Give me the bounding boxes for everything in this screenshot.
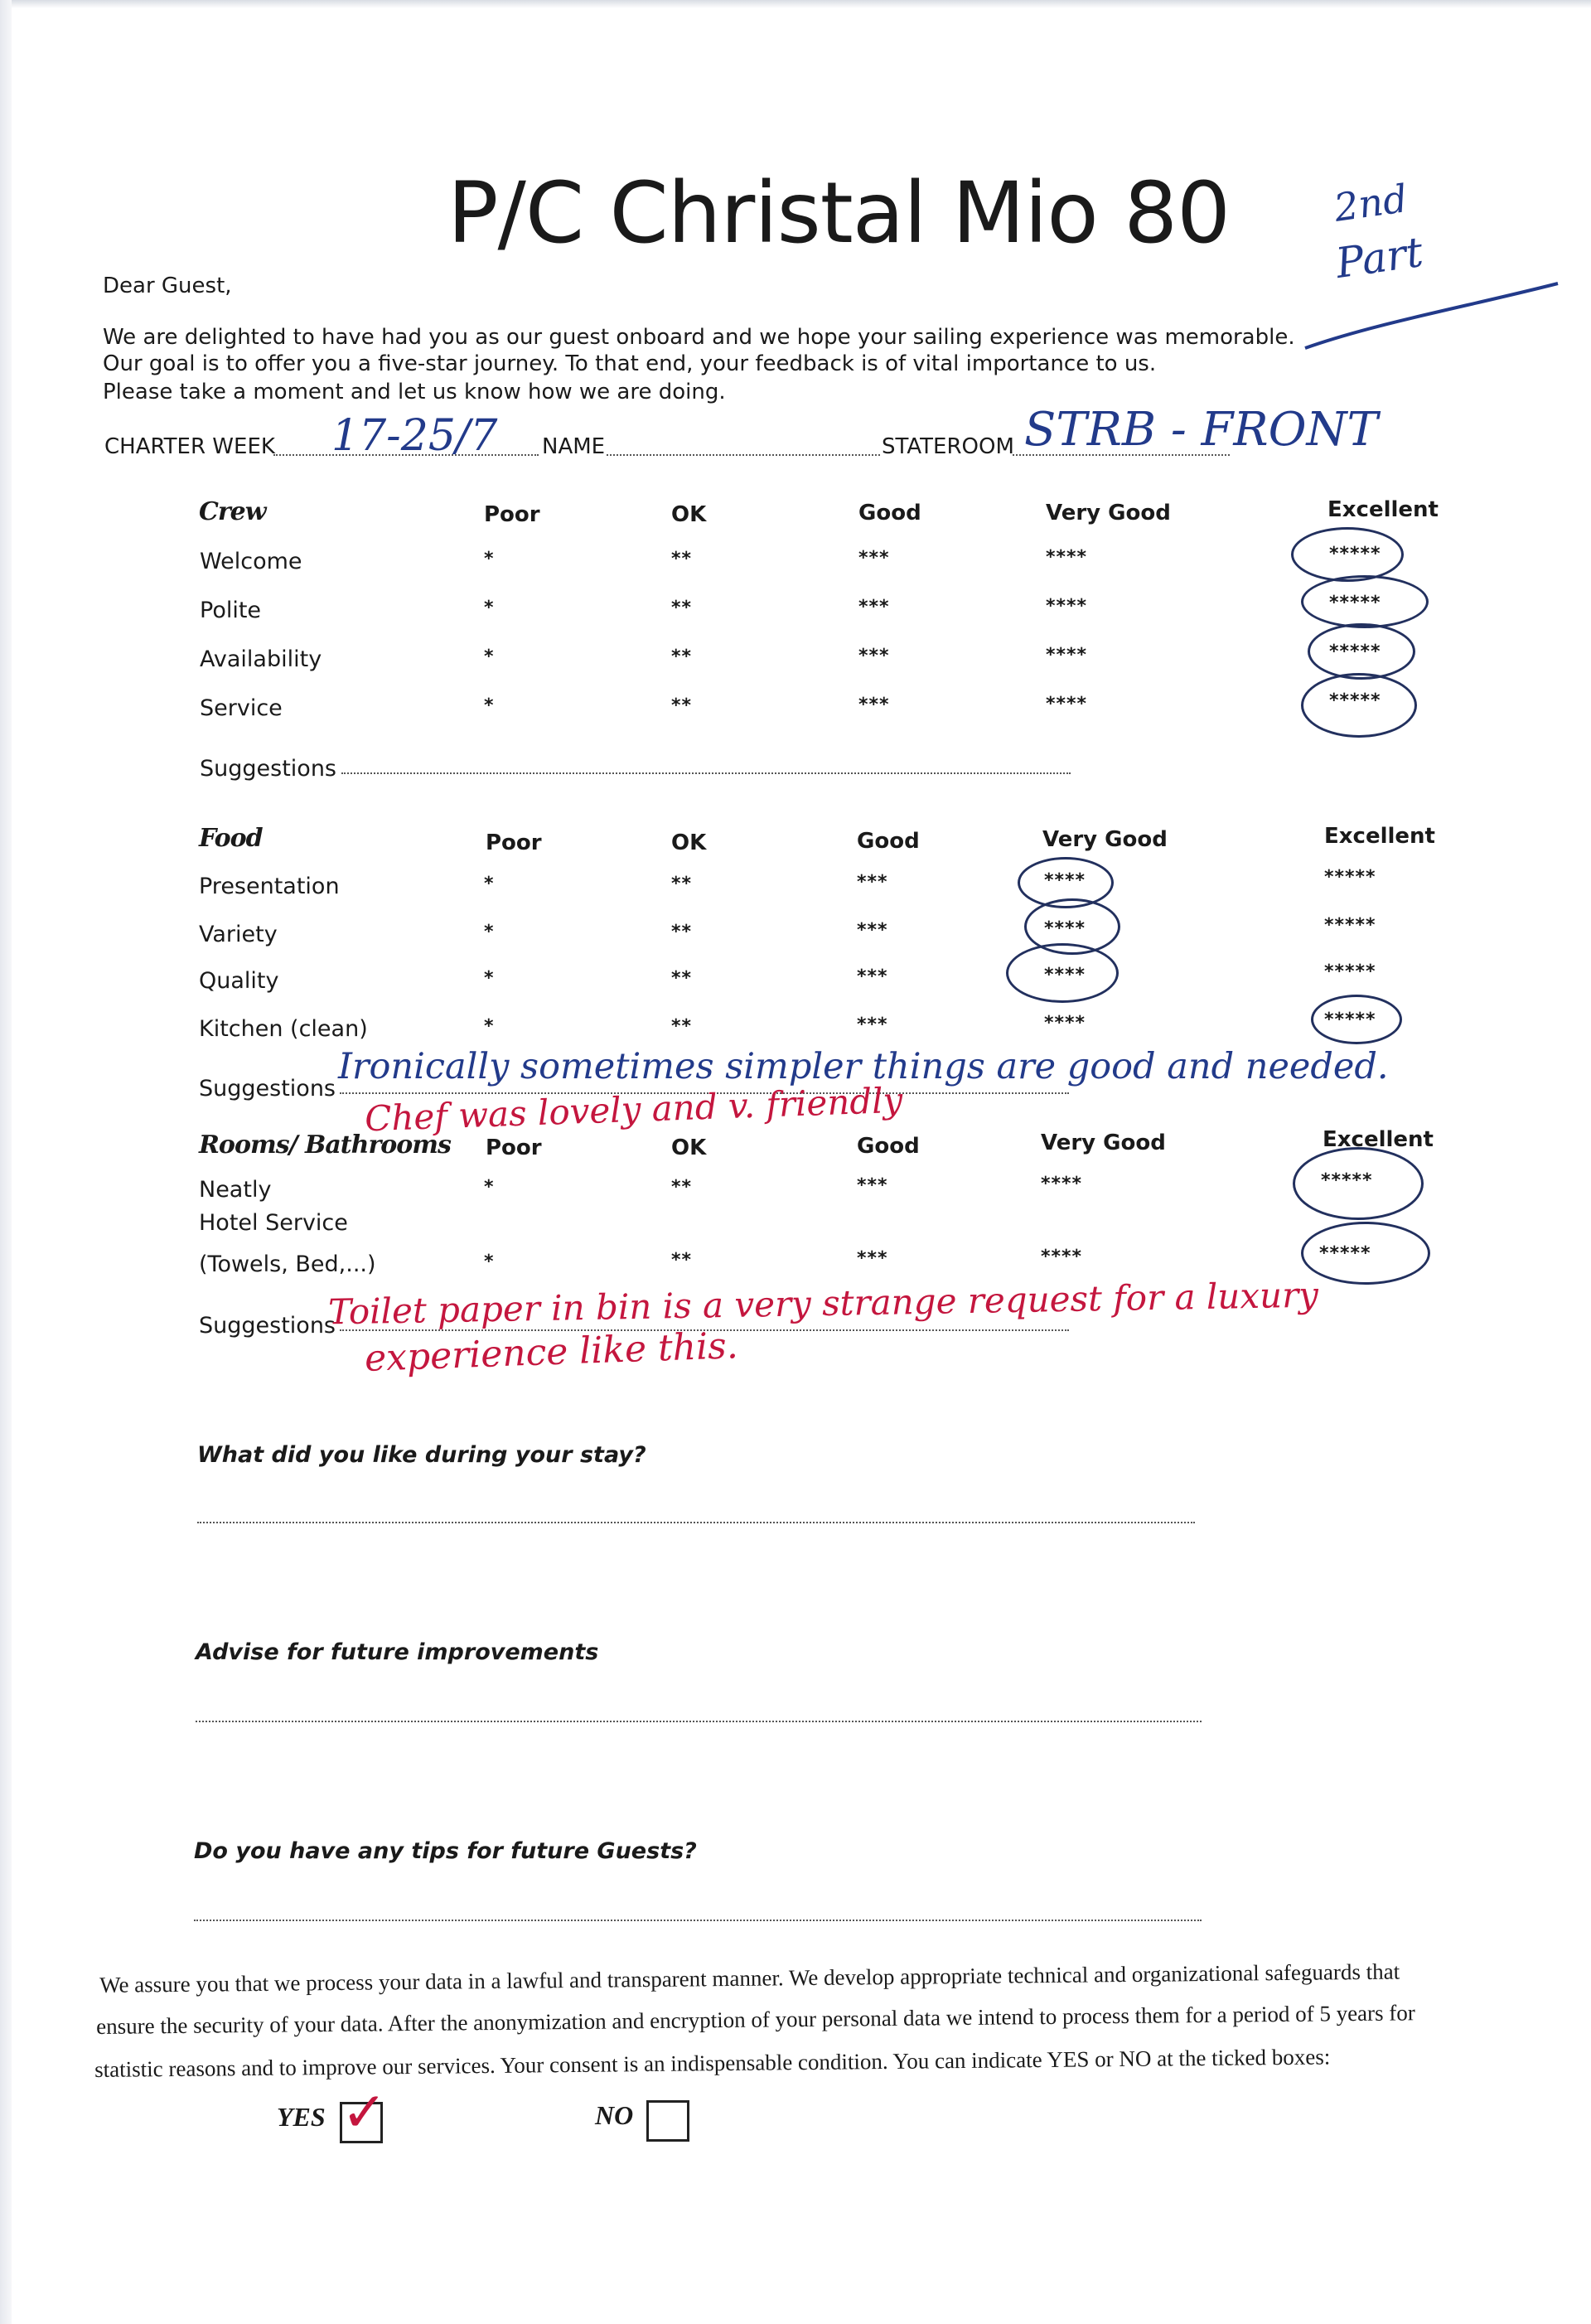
crew-col-poor: Poor <box>484 502 540 527</box>
food-presentation-excellent[interactable]: ***** <box>1324 867 1376 888</box>
rooms-hotel-service-poor[interactable]: * <box>484 1252 495 1272</box>
crew-welcome-label: Welcome <box>200 549 302 574</box>
crew-availability-ok[interactable]: ** <box>671 646 693 667</box>
crew-col-good: Good <box>858 501 921 525</box>
legal-text-line-1: We assure you that we process your data in a lawful and transparent manner. We develop appropriate technical and organizational safeguards that <box>99 1958 1400 1997</box>
food-kitchen-excellent[interactable]: ***** <box>1324 1009 1376 1030</box>
food-suggestion-handwritten-1: Ironically sometimes simpler things are good and needed. <box>338 1046 1389 1087</box>
crew-availability-good[interactable]: *** <box>858 646 890 666</box>
crew-suggestions-field[interactable] <box>341 772 1071 774</box>
rooms-hotel-service-good[interactable]: *** <box>857 1248 888 1269</box>
intro-line-2: Our goal is to offer you a five-star journey. To that end, your feedback is of vital importance to us. <box>103 351 1157 376</box>
food-col-excellent: Excellent <box>1324 824 1435 849</box>
food-variety-very-good[interactable]: **** <box>1044 918 1086 939</box>
crew-polite-ok[interactable]: ** <box>671 598 693 618</box>
form-title: P/C Christal Mio 80 <box>447 164 1231 263</box>
charter-week-label: CHARTER WEEK <box>104 434 275 459</box>
food-variety-ok[interactable]: ** <box>671 922 693 942</box>
name-label: NAME <box>542 434 606 459</box>
food-suggestions-label: Suggestions <box>199 1076 336 1101</box>
rooms-hotel-service-sublabel: (Towels, Bed,...) <box>199 1252 376 1277</box>
food-presentation-poor[interactable]: * <box>484 874 495 894</box>
rooms-suggestion-handwritten-1: Toilet paper in bin is a very strange request for a luxury <box>327 1274 1319 1333</box>
question-tips-answer-line[interactable] <box>194 1920 1202 1921</box>
legal-text-line-3: statistic reasons and to improve our services. Your consent is an indispensable condition. You can indicate YES or NO at the ticked boxes: <box>94 2044 1331 2082</box>
charter-week-value: 17-25/7 <box>331 411 498 461</box>
rooms-neatly-good[interactable]: *** <box>857 1175 888 1196</box>
stateroom-label: STATEROOM <box>882 434 1014 459</box>
crew-polite-excellent[interactable]: ***** <box>1329 593 1381 613</box>
page-left-edge <box>0 0 12 2324</box>
greeting: Dear Guest, <box>103 274 232 298</box>
food-variety-excellent[interactable]: ***** <box>1324 915 1376 936</box>
rooms-hotel-service-ok[interactable]: ** <box>671 1250 693 1271</box>
handwritten-note-line2: Part <box>1332 227 1426 288</box>
food-variety-label: Variety <box>199 922 278 947</box>
crew-welcome-very-good[interactable]: **** <box>1046 547 1088 568</box>
crew-col-excellent: Excellent <box>1327 497 1439 522</box>
food-quality-excellent[interactable]: ***** <box>1324 961 1376 982</box>
consent-no-label: NO <box>595 2100 634 2130</box>
crew-service-ok[interactable]: ** <box>671 695 693 716</box>
handwritten-note-line1: 2nd <box>1331 176 1410 230</box>
question-tips: Do you have any tips for future Guests? <box>194 1838 697 1864</box>
question-improvements: Advise for future improvements <box>196 1639 599 1665</box>
food-variety-poor[interactable]: * <box>484 922 495 942</box>
intro-line-1: We are delighted to have had you as our guest onboard and we hope your sailing experience was memorable. <box>103 325 1295 350</box>
crew-service-label: Service <box>200 695 283 721</box>
crew-welcome-poor[interactable]: * <box>484 549 495 569</box>
crew-polite-very-good[interactable]: **** <box>1046 596 1088 617</box>
crew-welcome-excellent[interactable]: ***** <box>1329 544 1381 564</box>
crew-polite-label: Polite <box>200 598 262 623</box>
food-col-poor: Poor <box>486 830 542 855</box>
food-quality-good[interactable]: *** <box>857 966 888 987</box>
food-quality-label: Quality <box>199 968 279 994</box>
crew-col-ok: OK <box>671 502 707 527</box>
food-kitchen-good[interactable]: *** <box>857 1014 888 1035</box>
crew-service-selection-circle <box>1301 673 1417 738</box>
rooms-neatly-selection-circle <box>1293 1147 1424 1220</box>
rooms-col-very-good: Very Good <box>1041 1131 1166 1155</box>
rooms-suggestions-label: Suggestions <box>199 1313 336 1339</box>
consent-no-checkbox[interactable] <box>646 2100 689 2142</box>
stateroom-value: STRB - FRONT <box>1024 403 1378 457</box>
crew-welcome-ok[interactable]: ** <box>671 549 693 569</box>
crew-availability-poor[interactable]: * <box>484 646 495 667</box>
food-quality-very-good[interactable]: **** <box>1044 965 1086 985</box>
rooms-hotel-service-label: Hotel Service <box>199 1210 348 1236</box>
rooms-suggestion-handwritten-2: experience like this. <box>364 1324 739 1380</box>
rooms-neatly-ok[interactable]: ** <box>671 1177 693 1198</box>
food-suggestion-handwritten-2: Chef was lovely and v. friendly <box>364 1079 904 1140</box>
rooms-neatly-very-good[interactable]: **** <box>1041 1174 1083 1194</box>
rooms-col-poor: Poor <box>486 1135 542 1160</box>
crew-service-very-good[interactable]: **** <box>1046 694 1088 714</box>
crew-availability-very-good[interactable]: **** <box>1046 645 1088 666</box>
food-presentation-good[interactable]: *** <box>857 872 888 893</box>
rooms-col-good: Good <box>857 1134 920 1159</box>
crew-welcome-good[interactable]: *** <box>858 548 890 569</box>
rooms-neatly-label: Neatly <box>199 1177 272 1203</box>
food-quality-selection-circle <box>1006 943 1119 1003</box>
legal-text-line-2: ensure the security of your data. After the anonymization and encryption of your personal data we intend to process them for a period of 5 years for <box>96 2000 1415 2039</box>
food-kitchen-selection-circle <box>1311 995 1402 1044</box>
crew-service-good[interactable]: *** <box>858 695 890 715</box>
crew-service-poor[interactable]: * <box>484 695 495 716</box>
section-heading-rooms: Rooms/ Bathrooms <box>199 1131 451 1160</box>
question-liked: What did you like during your stay? <box>197 1442 646 1468</box>
question-improvements-answer-line[interactable] <box>196 1721 1202 1722</box>
consent-yes-label: YES <box>277 2102 326 2132</box>
rooms-col-excellent: Excellent <box>1323 1127 1434 1152</box>
rooms-hotel-service-very-good[interactable]: **** <box>1041 1247 1083 1267</box>
food-col-ok: OK <box>671 830 707 855</box>
rooms-hotel-service-excellent[interactable]: ***** <box>1319 1243 1371 1264</box>
rooms-hotel-service-selection-circle <box>1301 1222 1430 1285</box>
crew-polite-selection-circle <box>1301 575 1429 628</box>
consent-yes-check-mark: ✓ <box>341 2080 388 2144</box>
crew-availability-excellent[interactable]: ***** <box>1329 642 1381 662</box>
question-liked-answer-line[interactable] <box>197 1522 1195 1523</box>
name-field[interactable] <box>607 454 880 456</box>
rooms-neatly-poor[interactable]: * <box>484 1177 495 1198</box>
rooms-col-ok: OK <box>671 1135 707 1160</box>
page-top-edge <box>0 0 1591 8</box>
section-heading-crew: Crew <box>199 497 266 526</box>
crew-suggestions-label: Suggestions <box>200 756 336 782</box>
crew-polite-poor[interactable]: * <box>484 598 495 618</box>
food-col-very-good: Very Good <box>1042 827 1168 852</box>
section-heading-food: Food <box>199 824 263 853</box>
food-kitchen-poor[interactable]: * <box>484 1016 495 1037</box>
intro-line-3: Please take a moment and let us know how we are doing. <box>103 380 726 404</box>
crew-col-very-good: Very Good <box>1046 501 1171 525</box>
food-kitchen-ok[interactable]: ** <box>671 1016 693 1037</box>
handwritten-underline <box>1301 265 1566 356</box>
crew-availability-selection-circle <box>1308 623 1415 680</box>
crew-service-excellent[interactable]: ***** <box>1329 690 1381 711</box>
crew-availability-label: Availability <box>200 646 322 672</box>
crew-welcome-selection-circle <box>1291 527 1404 582</box>
food-kitchen-very-good[interactable]: **** <box>1044 1013 1086 1034</box>
food-presentation-very-good[interactable]: **** <box>1044 870 1086 891</box>
food-variety-good[interactable]: *** <box>857 920 888 941</box>
food-kitchen-label: Kitchen (clean) <box>199 1016 368 1042</box>
rooms-neatly-excellent[interactable]: ***** <box>1321 1170 1373 1191</box>
food-quality-ok[interactable]: ** <box>671 968 693 989</box>
food-quality-poor[interactable]: * <box>484 968 495 989</box>
crew-polite-good[interactable]: *** <box>858 597 890 617</box>
food-presentation-ok[interactable]: ** <box>671 874 693 894</box>
food-col-good: Good <box>857 829 920 854</box>
food-presentation-label: Presentation <box>199 874 340 899</box>
